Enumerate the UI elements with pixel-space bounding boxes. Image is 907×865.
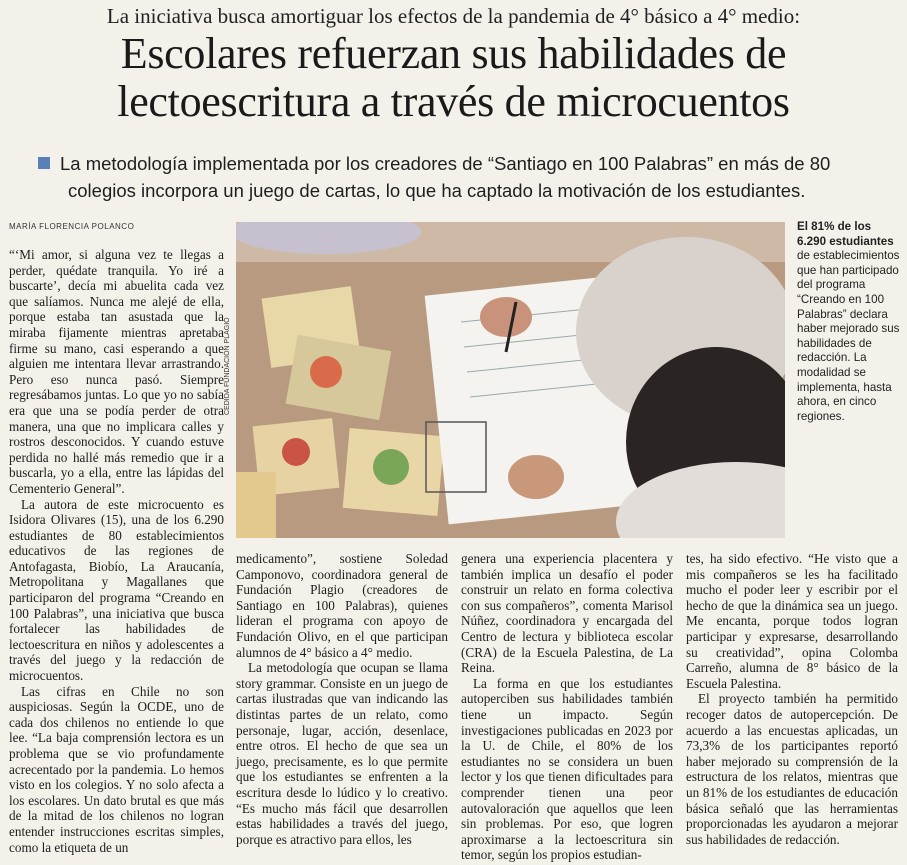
bullet-square-icon (38, 157, 50, 169)
paragraph: El proyecto también ha permitido recoger datos de autopercepción. De acuerdo a las encuestas aplicadas, un 73,3% de los participantes reportó haber mejorado su comprensión de la estructura de los relatos, mientras que un 81% de los estudiantes de educación básica señaló que las herramientas proporcionadas les ayudaron a mejorar sus habilidades de redacción. (686, 691, 898, 847)
column-4 (686, 551, 898, 847)
paragraph: La autora de este microcuento es Isidora Olivares (15), una de los 6.290 estudiantes de 80 establecimientos educativos de las regiones de Antofagasta, Biobío, La Araucanía, Metropolitana y Magallanes que participaron del programa “Creando en 100 Palabras”, una iniciativa que busca fortalecer las habilidades de lectoescritura en niños y adolescentes a través del juego y la redacción de microcuentos. (9, 496, 224, 684)
bajada-line-1: La metodología implementada por los creadores de “Santiago en 100 Palabras” en más de 80 (60, 153, 831, 174)
headline: Escolares refuerzan sus habilidades de lectoescritura a través de microcuentos (117, 29, 790, 126)
kicker: La iniciativa busca amortiguar los efectos de la pandemia de 4° básico a 4° medio: (106, 4, 801, 28)
sidebar-highlight: El 81% de los 6.290 estudiantes (797, 220, 894, 248)
paragraph: Las cifras en Chile no son auspiciosas. Según la OCDE, uno de cada dos chilenos no entiende lo que lee. “La baja comprensión lectora es un problema que se vio profundamente acrecentado por la pandemia. Lo hemos visto en los colegios. Y no solo afecta a los escolares. Un dato brutal es que más de la mitad de los chilenos no logran entender instrucciones escritas simples, como la etiqueta de un (9, 683, 224, 855)
sidebar-text: de establecimientos que han participado del programa “Creando en 100 Palabras” declara haber mejorado sus habilidades de redacción. La modalidad se implementa, hasta ahora, en cinco regiones. (797, 249, 900, 423)
photo-illustration (236, 222, 785, 538)
article-photo (236, 222, 785, 538)
paragraph: “‘Mi amor, si alguna vez te llegas a perder, quédate tranquila. Yo iré a buscarte’, decía mi abuelita cada vez que salíamos. Nunca me alejé de ella, porque estaba tan asustada que la miraba fijamente mientras apretaba firme su mano, casi esperando a que alguien me intentara llevar arrastrando. Pero eso nunca pasó. Siempre regresábamos juntas. Lo que yo no sabía era que una se podía perder de otra manera, una que no implicara calles y rostros desconocidos. Y cuando estuve perdida no hallé más remedio que ir a buscarla, yo a ella, entre las lápidas del Cementerio General”. (9, 247, 224, 496)
paragraph: tes, ha sido efectivo. “He visto que a mis compañeros se les ha facilitado mucho el poder leer y escribir por el hecho de que la dinámica sea un juego. Me encanta, porque todos logran participar y expresarse, desarrollando su creatividad”, opina Colomba Carreño, alumna de 8° básico de la Escuela Palestina. (686, 551, 898, 691)
sidebar-fact (797, 220, 903, 424)
column-1 (9, 247, 224, 855)
photo-credit: CEDIDA FUNDACIÓN PLAGIO (224, 317, 231, 415)
author-byline: MARÍA FLORENCIA POLANCO (9, 222, 135, 231)
paragraph: genera una experiencia placentera y también implica un desafío el poder construir un relato en forma colectiva con sus compañeros”, comenta Marisol Núñez, coordinadora y encargada del Centro de lectura y biblioteca escolar (CRA) de la Escuela Palestina, de La Reina. (461, 551, 673, 676)
bajada (38, 150, 888, 204)
paragraph: La metodología que ocupan se llama story grammar. Consiste en un juego de cartas ilustradas que van indicando las distintas partes de un relato, como personaje, lugar, acción, desenlace, entre otros. El hecho de que sea un juego, precisamente, es lo que permite que los estudiantes se enfrenten a la escritura desde lo lúdico y lo creativo. “Es mucho más fácil que desarrollen estas habilidades a través del juego, porque es atractivo para ellos, les (236, 660, 448, 847)
paragraph: La forma en que los estudiantes autoperciben sus habilidades también tiene un impacto. Según investigaciones publicadas en 2023 por la U. de Chile, el 80% de los estudiantes no se considera un buen lector y los que tienen dificultades para comprender tienen una peor autovaloración que aquellos que leen sin problemas. Por eso, que logren aproximarse a la lectoescritura sin temor, según los propios estudian- (461, 675, 673, 863)
column-3 (461, 551, 673, 863)
bajada-line-2: colegios incorpora un juego de cartas, lo que ha captado la motivación de los estudiantes. (68, 180, 806, 201)
column-2 (236, 551, 448, 847)
paragraph: medicamento”, sostiene Soledad Camponovo, coordinadora general de Fundación Plagio (creadores de Santiago en 100 Palabras), quienes lideran el programa con apoyo de Fundación Olivo, en el que participan alumnos de 4° básico a 4° medio. (236, 551, 448, 660)
